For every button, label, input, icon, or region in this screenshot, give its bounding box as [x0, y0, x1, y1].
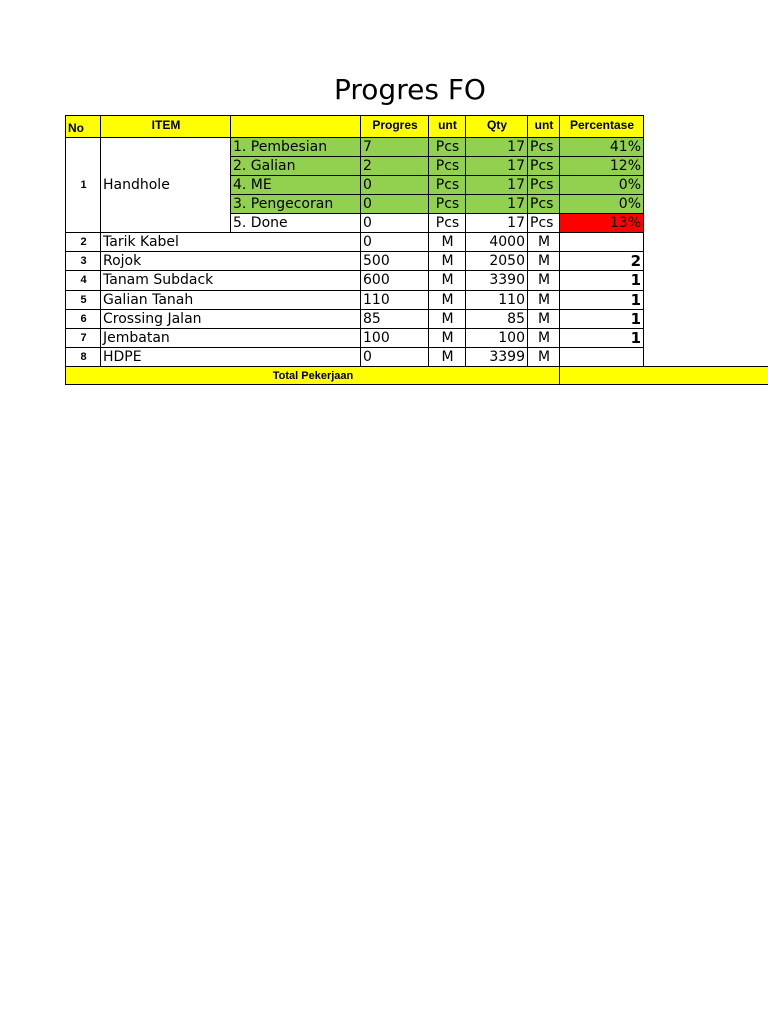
handhole-sub-cell: 1. Pembesian: [230, 137, 361, 157]
header-progres: Progres: [360, 115, 429, 137]
table-cell-unt2: M: [527, 232, 560, 252]
table-cell-item: HDPE: [100, 347, 361, 367]
table-cell-progres: 500: [360, 251, 429, 271]
table-cell-unt1: M: [428, 328, 466, 348]
handhole-sub-cell: 4. ME: [230, 175, 361, 195]
table-cell-qty: 2050: [465, 251, 528, 271]
handhole-unt2-cell: Pcs: [527, 137, 560, 157]
handhole-unt2-cell: Pcs: [527, 213, 560, 233]
header-percentase: Percentase: [559, 115, 644, 137]
table-cell-unt2: M: [527, 290, 560, 310]
header-subitem: [230, 115, 361, 137]
page-title: Progres FO: [334, 73, 486, 106]
table-right-edge: [643, 115, 644, 366]
header-unit-1: unt: [428, 115, 466, 137]
row-number: 2: [65, 232, 101, 252]
item-name: Handhole: [100, 137, 231, 233]
header-unit-2: unt: [527, 115, 560, 137]
handhole-sub-cell: 5. Done: [230, 213, 361, 233]
handhole-progres-cell: 0: [360, 194, 429, 214]
handhole-pct-cell: 41%: [559, 137, 644, 157]
table-cell-item: Tanam Subdack: [100, 270, 361, 290]
table-cell-unt2: M: [527, 270, 560, 290]
handhole-unt1-cell: Pcs: [428, 213, 466, 233]
table-cell-progres: 0: [360, 347, 429, 367]
handhole-unt2-cell: Pcs: [527, 175, 560, 195]
table-cell-unt2: M: [527, 328, 560, 348]
row-number: 7: [65, 328, 101, 348]
handhole-qty-cell: 17: [465, 213, 528, 233]
handhole-unt1-cell: Pcs: [428, 137, 466, 157]
header-qty: Qty: [465, 115, 528, 137]
table-cell-qty: 100: [465, 328, 528, 348]
table-cell-unt1: M: [428, 251, 466, 271]
table-cell-pct: [559, 347, 644, 367]
row-number: 3: [65, 251, 101, 271]
handhole-qty-cell: 17: [465, 137, 528, 157]
row-number: 6: [65, 309, 101, 329]
table-cell-unt1: M: [428, 290, 466, 310]
table-cell-unt2: M: [527, 347, 560, 367]
handhole-unt1-cell: Pcs: [428, 175, 466, 195]
table-cell-unt2: M: [527, 251, 560, 271]
handhole-sub-cell: 3. Pengecoran: [230, 194, 361, 214]
table-cell-unt1: M: [428, 232, 466, 252]
table-cell-qty: 85: [465, 309, 528, 329]
table-cell-pct: 1: [559, 290, 644, 310]
row-number: 8: [65, 347, 101, 367]
table-cell-item: Galian Tanah: [100, 290, 361, 310]
table-cell-item: Rojok: [100, 251, 361, 271]
handhole-pct-cell: 0%: [559, 175, 644, 195]
header-item: ITEM: [100, 115, 231, 137]
table-cell-pct: 1: [559, 309, 644, 329]
table-cell-item: Tarik Kabel: [100, 232, 361, 252]
table-cell-pct: 2: [559, 251, 644, 271]
handhole-progres-cell: 2: [360, 156, 429, 176]
table-cell-progres: 0: [360, 232, 429, 252]
handhole-pct-cell: 13%: [559, 213, 644, 233]
handhole-progres-cell: 7: [360, 137, 429, 157]
row-number: 5: [65, 290, 101, 310]
table-cell-pct: 1: [559, 270, 644, 290]
table-cell-progres: 110: [360, 290, 429, 310]
table-cell-unt2: M: [527, 309, 560, 329]
handhole-unt2-cell: Pcs: [527, 194, 560, 214]
table-cell-unt1: M: [428, 309, 466, 329]
handhole-qty-cell: 17: [465, 194, 528, 214]
table-cell-progres: 85: [360, 309, 429, 329]
table-cell-item: Crossing Jalan: [100, 309, 361, 329]
table-cell-unt1: M: [428, 347, 466, 367]
table-cell-qty: 4000: [465, 232, 528, 252]
handhole-unt2-cell: Pcs: [527, 156, 560, 176]
handhole-progres-cell: 0: [360, 213, 429, 233]
table-cell-unt1: M: [428, 270, 466, 290]
table-cell-qty: 3390: [465, 270, 528, 290]
handhole-pct-cell: 12%: [559, 156, 644, 176]
table-cell-qty: 3399: [465, 347, 528, 367]
table-cell-pct: 1: [559, 328, 644, 348]
table-cell-progres: 100: [360, 328, 429, 348]
handhole-unt1-cell: Pcs: [428, 194, 466, 214]
handhole-sub-cell: 2. Galian: [230, 156, 361, 176]
row-number: 1: [65, 137, 101, 233]
handhole-unt1-cell: Pcs: [428, 156, 466, 176]
table-cell-qty: 110: [465, 290, 528, 310]
table-cell-item: Jembatan: [100, 328, 361, 348]
handhole-qty-cell: 17: [465, 156, 528, 176]
table-cell-progres: 600: [360, 270, 429, 290]
handhole-pct-cell: 0%: [559, 194, 644, 214]
handhole-progres-cell: 0: [360, 175, 429, 195]
row-number: 4: [65, 270, 101, 290]
total-label: Total Pekerjaan: [65, 366, 560, 385]
total-value: [559, 366, 768, 385]
handhole-qty-cell: 17: [465, 175, 528, 195]
table-cell-pct: [559, 232, 644, 252]
header-no: No: [65, 115, 101, 137]
